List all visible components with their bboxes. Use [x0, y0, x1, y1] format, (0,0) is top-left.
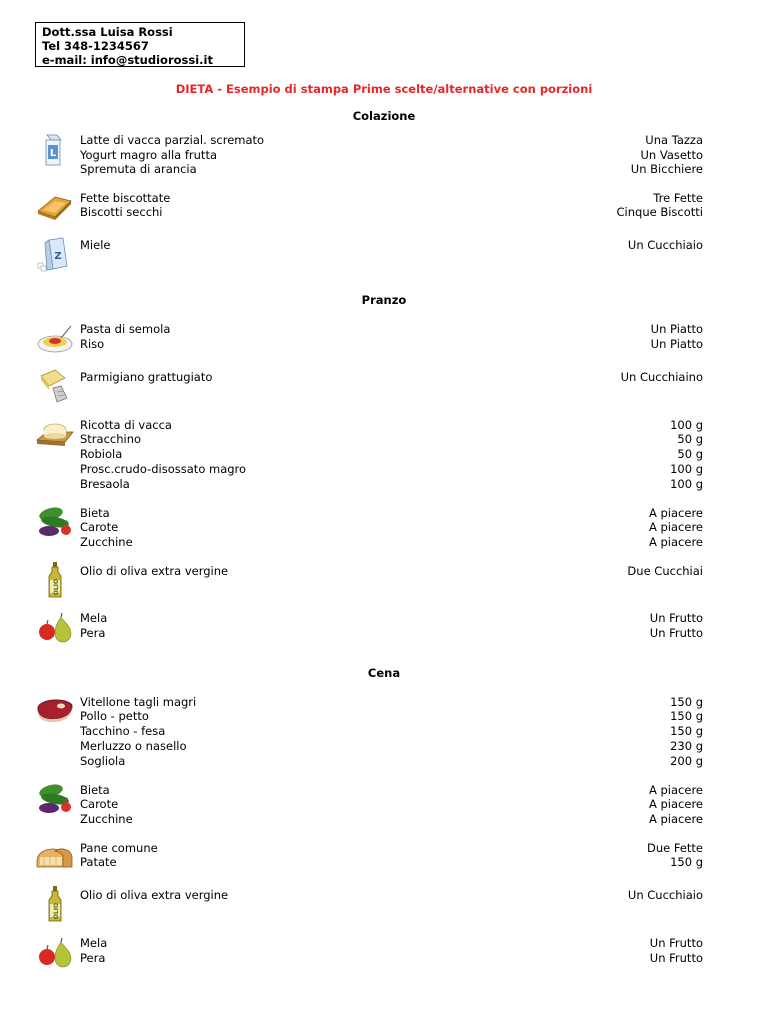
food-name: Spremuta di arancia	[80, 162, 197, 176]
cheese-board-icon	[35, 416, 75, 452]
food-row	[80, 148, 703, 163]
food-name: Biscotti secchi	[80, 205, 163, 219]
food-name: Pane comune	[80, 841, 158, 855]
food-row	[80, 462, 703, 477]
food-name: Ricotta di vacca	[80, 418, 172, 432]
food-row	[80, 855, 703, 870]
food-row	[80, 535, 703, 550]
food-row	[80, 133, 703, 148]
food-portion: Un Piatto	[650, 322, 703, 336]
bread-icon	[35, 839, 75, 875]
food-portion: Cinque Biscotti	[616, 205, 703, 219]
food-portion: 150 g	[670, 855, 703, 869]
food-portion: Due Fette	[646, 841, 703, 855]
food-row	[80, 432, 703, 447]
food-portion: Un Cucchiaio	[627, 238, 703, 252]
olive-oil-bottle-icon	[35, 562, 75, 598]
food-row	[80, 191, 703, 206]
food-portion: 100 g	[670, 418, 703, 432]
food-portion: A piacere	[648, 797, 703, 811]
steak-icon	[35, 693, 75, 729]
olive-oil-bottle-icon	[35, 886, 75, 922]
food-name: Prosc.crudo-disossato magro	[80, 462, 247, 476]
document-title: DIETA - Esempio di stampa Prime scelte/alternative con porzioni	[175, 82, 593, 96]
food-name: Stracchino	[80, 432, 142, 446]
food-name: Yogurt magro alla frutta	[80, 148, 218, 162]
grated-cheese-icon	[35, 368, 75, 404]
food-name: Carote	[80, 520, 119, 534]
food-row	[80, 418, 703, 433]
svg-text:L: L	[49, 148, 57, 159]
svg-text:OLIO: OLIO	[53, 578, 60, 596]
food-row	[80, 238, 703, 253]
food-name: Miele	[80, 238, 111, 252]
food-row	[80, 205, 703, 220]
food-portion: Un Frutto	[649, 626, 703, 640]
doctor-contact-box	[35, 22, 245, 67]
food-row	[80, 337, 703, 352]
food-name: Vitellone tagli magri	[80, 695, 197, 709]
food-row	[80, 695, 703, 710]
food-portion: A piacere	[648, 783, 703, 797]
svg-text:OLIO: OLIO	[53, 902, 60, 920]
food-name: Olio di oliva extra vergine	[80, 564, 229, 578]
food-name: Bieta	[80, 783, 110, 797]
food-portion: 150 g	[670, 695, 703, 709]
food-row	[80, 783, 703, 798]
doctor-phone: Tel 348-1234567	[42, 39, 149, 53]
food-name: Zucchine	[80, 535, 133, 549]
food-name: Tacchino - fesa	[80, 724, 166, 738]
food-portion: Un Bicchiere	[630, 162, 703, 176]
section-title-pranzo: Pranzo	[361, 293, 407, 307]
food-portion: A piacere	[648, 520, 703, 534]
food-portion: Una Tazza	[645, 133, 703, 147]
food-name: Pasta di semola	[80, 322, 171, 336]
food-name: Pera	[80, 626, 106, 640]
food-row	[80, 477, 703, 492]
food-row	[80, 709, 703, 724]
food-row	[80, 888, 703, 903]
food-row	[80, 520, 703, 535]
food-row	[80, 754, 703, 769]
food-portion: A piacere	[648, 812, 703, 826]
food-portion: Un Frutto	[649, 951, 703, 965]
food-name: Fette biscottate	[80, 191, 171, 205]
food-portion: Un Frutto	[649, 611, 703, 625]
food-portion: Un Cucchiaio	[627, 888, 703, 902]
section-title-cena: Cena	[367, 666, 401, 680]
fruit-icon	[35, 934, 75, 970]
food-row	[80, 447, 703, 462]
doctor-email: e-mail: info@studiorossi.it	[42, 53, 213, 67]
food-row	[80, 564, 703, 579]
food-row	[80, 936, 703, 951]
food-name: Mela	[80, 936, 108, 950]
food-name: Carote	[80, 797, 119, 811]
svg-text:Z: Z	[54, 251, 62, 262]
food-row	[80, 162, 703, 177]
food-portion: 100 g	[670, 477, 703, 491]
food-portion: 230 g	[670, 739, 703, 753]
food-name: Riso	[80, 337, 105, 351]
food-row	[80, 797, 703, 812]
food-name: Pera	[80, 951, 106, 965]
food-row	[80, 611, 703, 626]
food-portion: 150 g	[670, 724, 703, 738]
food-portion: A piacere	[648, 535, 703, 549]
food-name: Parmigiano grattugiato	[80, 370, 213, 384]
food-portion: 50 g	[677, 447, 703, 461]
milk-carton-icon	[35, 131, 75, 167]
food-portion: Un Vasetto	[640, 148, 703, 162]
food-portion: Due Cucchiai	[627, 564, 703, 578]
doctor-name: Dott.ssa Luisa Rossi	[42, 25, 173, 39]
food-row	[80, 506, 703, 521]
food-name: Robiola	[80, 447, 123, 461]
food-portion: 100 g	[670, 462, 703, 476]
vegetables-icon	[35, 781, 75, 817]
food-portion: Un Piatto	[650, 337, 703, 351]
food-row	[80, 626, 703, 641]
food-name: Latte di vacca parzial. scremato	[80, 133, 265, 147]
food-name: Olio di oliva extra vergine	[80, 888, 229, 902]
food-portion: A piacere	[648, 506, 703, 520]
food-name: Mela	[80, 611, 108, 625]
food-row	[80, 951, 703, 966]
pasta-plate-icon	[35, 320, 75, 356]
food-row	[80, 739, 703, 754]
sugar-box-icon	[35, 236, 75, 272]
food-portion: Un Cucchiaino	[620, 370, 703, 384]
food-name: Bieta	[80, 506, 110, 520]
toast-icon	[35, 189, 75, 225]
food-name: Merluzzo o nasello	[80, 739, 187, 753]
food-name: Sogliola	[80, 754, 126, 768]
vegetables-icon	[35, 504, 75, 540]
food-row	[80, 322, 703, 337]
section-title-colazione: Colazione	[352, 109, 416, 123]
fruit-icon	[35, 609, 75, 645]
food-row	[80, 724, 703, 739]
food-row	[80, 841, 703, 856]
food-portion: Tre Fette	[653, 191, 703, 205]
food-portion: Un Frutto	[649, 936, 703, 950]
food-name: Bresaola	[80, 477, 130, 491]
food-row	[80, 370, 703, 385]
food-row	[80, 812, 703, 827]
food-name: Zucchine	[80, 812, 133, 826]
food-portion: 200 g	[670, 754, 703, 768]
food-name: Pollo - petto	[80, 709, 149, 723]
food-portion: 50 g	[677, 432, 703, 446]
food-portion: 150 g	[670, 709, 703, 723]
food-name: Patate	[80, 855, 117, 869]
